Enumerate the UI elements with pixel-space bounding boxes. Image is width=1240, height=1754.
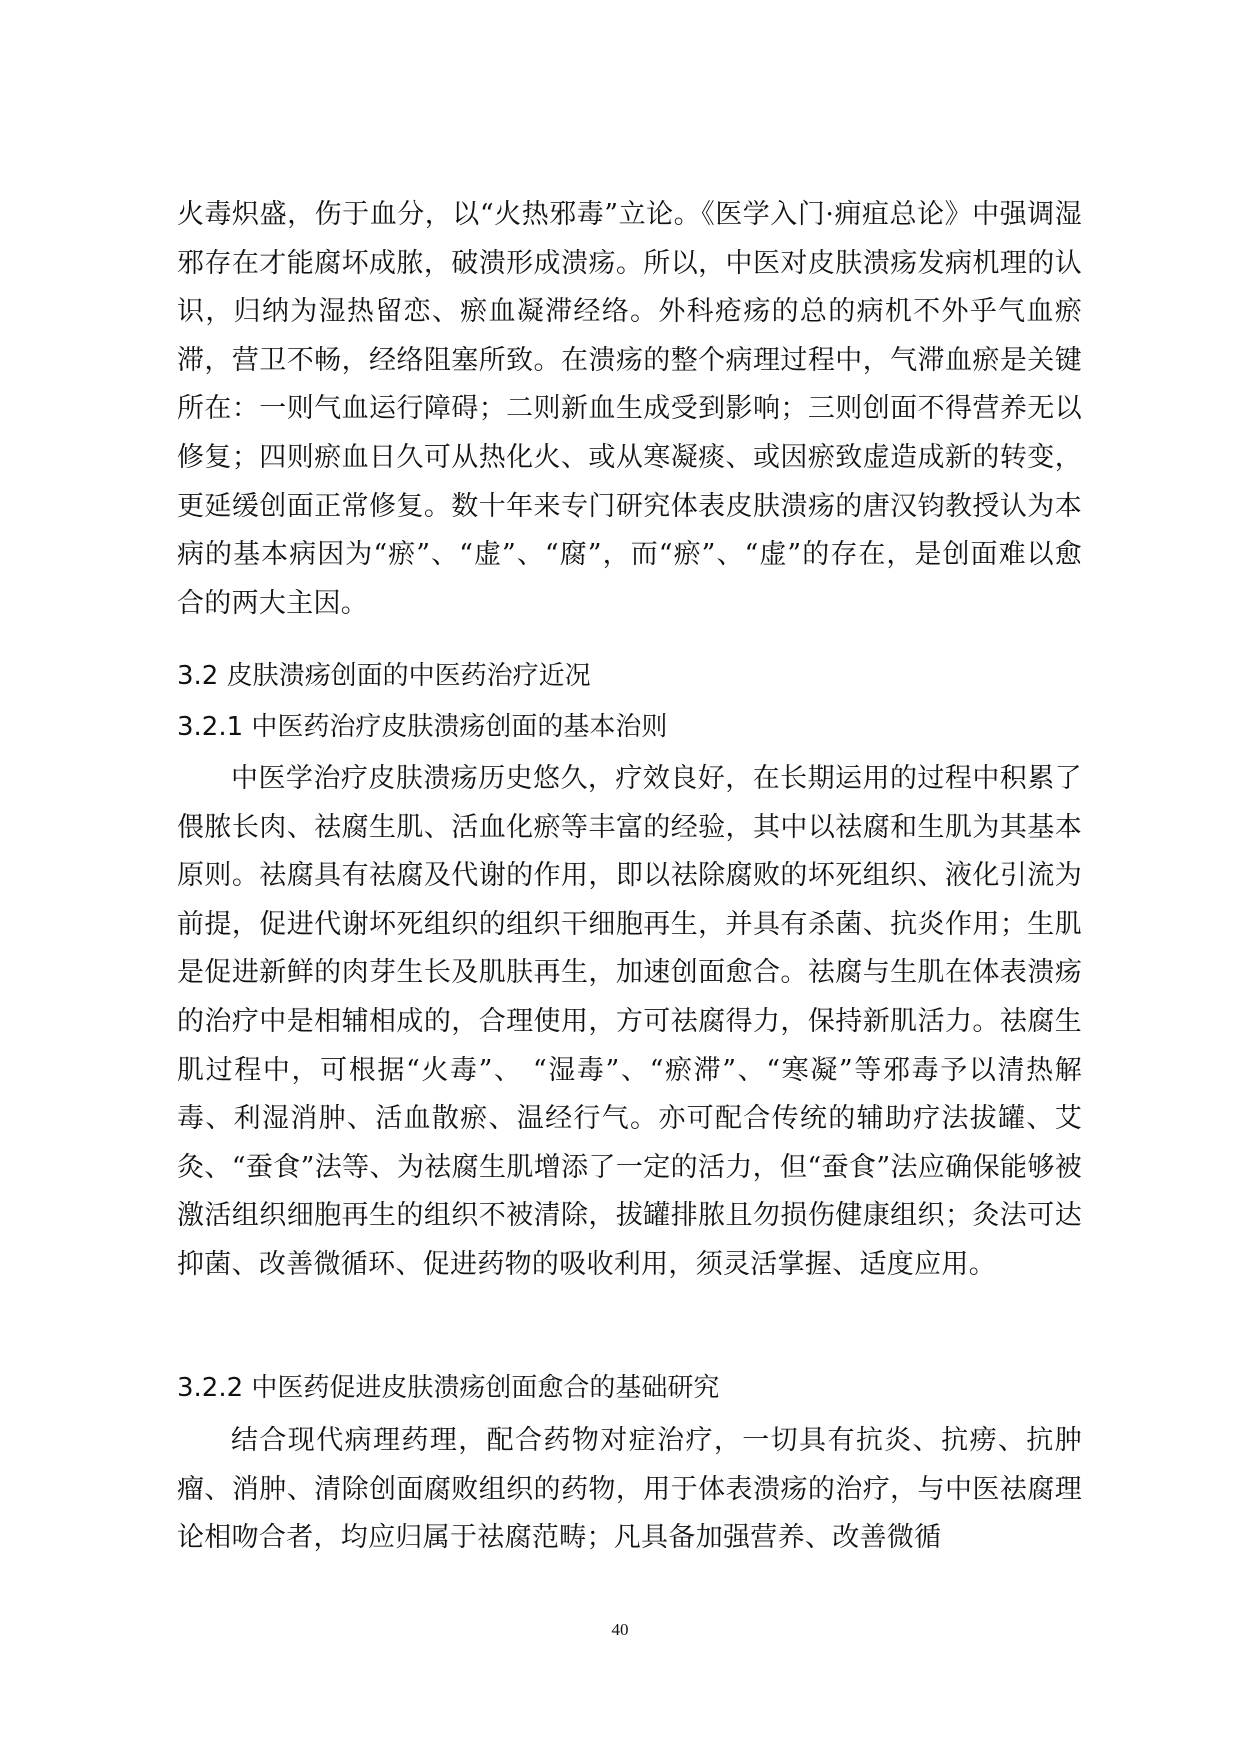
subsection-heading-3-2-2: 3.2.2 中医药促进皮肤溃疡创面愈合的基础研究 [177, 1373, 720, 1403]
body-paragraph-3: 结合现代病理药理，配合药物对症治疗，一切具有抗炎、抗痨、抗肿瘤、消肿、清除创面腐败组织的药物，用于体表溃疡的治疗，与中医祛腐理论相吻合者，均应归属于祛腐范畴；凡具备加强营养、改善微循 [177, 1425, 1082, 1554]
page-number: 40 [611, 1620, 629, 1639]
body-paragraph-1: 火毒炽盛，伤于血分，以“火热邪毒”立论。《医学入门·痈疽总论》中强调湿邪存在才能腐坏成脓，破溃形成溃疡。所以，中医对皮肤溃疡发病机理的认识，归纳为湿热留恋、瘀血凝滞经络。外科疮疡的总的病机不外乎气血瘀滞，营卫不畅，经络阻塞所致。在溃疡的整个病理过程中，气滞血瘀是关键所在：一则气血运行障碍；二则新血生成受到影响；三则创面不得营养无以修复；四则瘀血日久可从热化火、或从寒凝痰、或因瘀致虚造成新的转变，更延缓创面正常修复。数十年来专门研究体表皮肤溃疡的唐汉钧教授认为本病的基本病因为“瘀”、“虚”、“腐”，而“瘀”、“虚”的存在，是创面难以愈合的两大主因。 [177, 199, 1082, 619]
body-paragraph-2: 中医学治疗皮肤溃疡历史悠久，疗效良好，在长期运用的过程中积累了偎脓长肉、祛腐生肌、活血化瘀等丰富的经验，其中以祛腐和生肌为其基本原则。祛腐具有祛腐及代谢的作用，即以祛除腐败的坏死组织、液化引流为前提，促进代谢坏死组织的组织干细胞再生，并具有杀菌、抗炎作用；生肌是促进新鲜的肉芽生长及肌肤再生，加速创面愈合。祛腐与生肌在体表溃疡的治疗中是相辅相成的，合理使用，方可祛腐得力，保持新肌活力。祛腐生肌过程中，可根据“火毒”、 “湿毒”、“瘀滞”、“寒凝”等邪毒予以清热解毒、利湿消肿、活血散瘀、温经行气。亦可配合传统的辅助疗法拔罐、艾灸、“蚕食”法等、为祛腐生肌增添了一定的活力，但“蚕食”法应确保能够被激活组织细胞再生的组织不被清除，拔罐排脓且勿损伤健康组织；灸法可达抑菌、改善微循环、促进药物的吸收利用，须灵活掌握、适度应用。 [177, 763, 1082, 1280]
section-heading-3-2: 3.2 皮肤溃疡创面的中医药治疗近况 [177, 661, 591, 691]
subsection-heading-3-2-1: 3.2.1 中医药治疗皮肤溃疡创面的基本治则 [177, 712, 668, 742]
